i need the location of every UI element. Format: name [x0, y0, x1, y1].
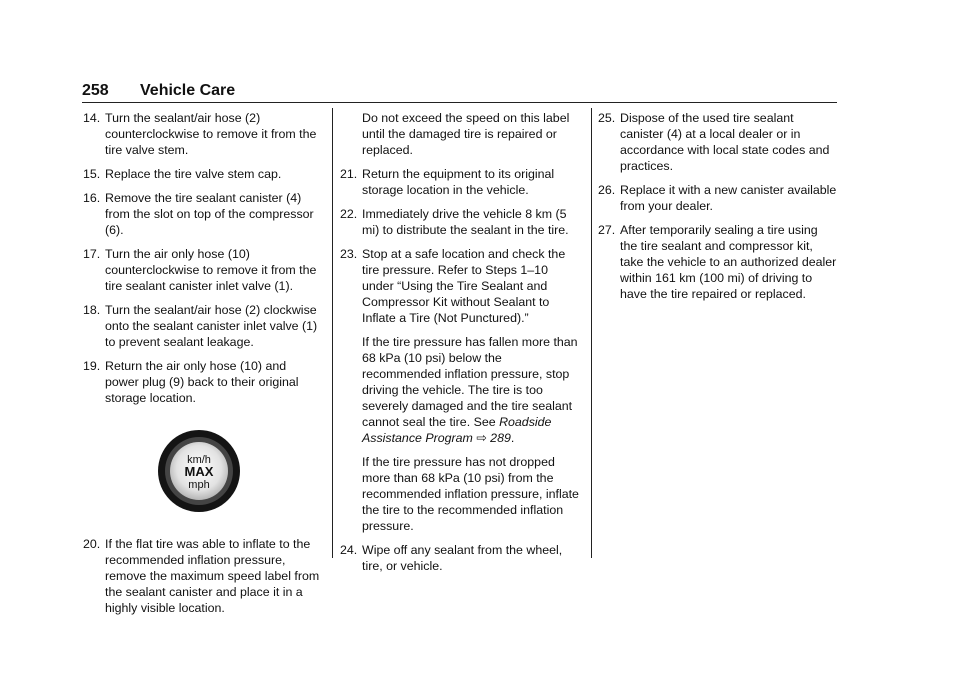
step-14 — [83, 110, 323, 158]
step-number: 24. — [340, 543, 358, 557]
speed-label-icon — [156, 428, 242, 514]
step-number: 16. — [83, 191, 101, 205]
step-text: Immediately drive the vehicle 8 km (5 mi) to distribute the sealant in the tire. — [362, 207, 569, 237]
pressure-ok-paragraph: If the tire pressure has not dropped more than 68 kPa (10 psi) from the recommended inflation pressure, inflate the tire to the recommended inflation pressure. — [362, 455, 579, 533]
step-number: 18. — [83, 303, 101, 317]
label-text-kmh: km/h — [187, 454, 211, 466]
step-15 — [83, 166, 323, 182]
step-text: Replace it with a new canister available from your dealer. — [620, 183, 837, 213]
column-2 — [340, 110, 580, 582]
step-number: 23. — [340, 247, 358, 261]
step-text: Turn the sealant/air hose (2) clockwise onto the sealant canister inlet valve (1) to prevent sealant leakage. — [105, 303, 318, 349]
step-19 — [83, 358, 323, 406]
column-3 — [598, 110, 838, 310]
step-text: After temporarily sealing a tire using the tire sealant and compressor kit, take the vehicle to an authorized dealer within 161 km (100 mi) of driving to have the tire repaired or replaced. — [620, 223, 837, 301]
step-number: 21. — [340, 167, 358, 181]
page-number: 258 — [82, 82, 109, 99]
step-22 — [340, 206, 580, 238]
step-text: Dispose of the used tire sealant canister (4) at a local dealer or in accordance with local state codes and practices. — [620, 111, 830, 173]
step-text: Remove the tire sealant canister (4) from the slot on top of the compressor (6). — [105, 191, 314, 237]
page-ref-number[interactable]: 289 — [490, 431, 511, 445]
step-number: 14. — [83, 111, 101, 125]
step-21 — [340, 166, 580, 198]
paragraph-end: . — [510, 431, 515, 445]
header-rule — [82, 102, 837, 103]
step-number: 26. — [598, 183, 616, 197]
step-number: 22. — [340, 207, 358, 221]
step-text: Wipe off any sealant from the wheel, tire, or vehicle. — [362, 543, 563, 573]
step-text: Replace the tire valve stem cap. — [105, 167, 282, 181]
step-text: Return the equipment to its original storage location in the vehicle. — [362, 167, 555, 197]
max-speed-label-image — [156, 428, 242, 514]
step-18 — [83, 302, 323, 350]
column-divider-2 — [591, 108, 592, 558]
paragraph-text: If the tire pressure has fallen more than 68 kPa (10 psi) below the recommended inflation pressure, stop driving the vehicle. The tire is too severely damaged and the tire sealant cannot seal the tire. See — [362, 335, 578, 429]
continued-paragraph: Do not exceed the speed on this label until the damaged tire is repaired or replaced. — [362, 111, 570, 157]
step-25 — [598, 110, 838, 174]
step-26 — [598, 182, 838, 214]
step-text: Turn the air only hose (10) counterclockwise to remove it from the tire sealant canister inlet valve (1). — [105, 247, 317, 293]
step-number: 17. — [83, 247, 101, 261]
pressure-dropped-paragraph — [340, 334, 580, 446]
page-ref-arrow-icon: ⇨ — [476, 431, 487, 445]
label-text-mph: mph — [188, 479, 210, 491]
step-text: Return the air only hose (10) and power plug (9) back to their original storage location. — [105, 359, 299, 405]
roadside-assistance-link[interactable]: Roadside Assistance Program — [362, 415, 552, 445]
step-20 — [83, 536, 323, 616]
step-number: 27. — [598, 223, 616, 237]
step-27 — [598, 222, 838, 302]
step-text: If the flat tire was able to inflate to the recommended inflation pressure, remove the maximum speed label from the sealant canister and place it in a highly visible location. — [105, 537, 320, 615]
step-23 — [340, 246, 580, 326]
page-header — [82, 80, 837, 104]
step-24 — [340, 542, 580, 574]
step-number: 20. — [83, 537, 101, 551]
step-17 — [83, 246, 323, 294]
step-number: 19. — [83, 359, 101, 373]
step-text: Stop at a safe location and check the tire pressure. Refer to Steps 1–10 under “Using the Tire Sealant and Compressor Kit without Sealant to Inflate a Tire (Not Punctured).” — [362, 247, 566, 325]
step-number: 25. — [598, 111, 616, 125]
section-title: Vehicle Care — [140, 82, 236, 99]
label-text-max: MAX — [184, 464, 214, 479]
step-text: Turn the sealant/air hose (2) counterclockwise to remove it from the tire valve stem. — [105, 111, 317, 157]
step-16 — [83, 190, 323, 238]
column-1 — [83, 110, 323, 624]
column-divider-1 — [332, 108, 333, 558]
step-number: 15. — [83, 167, 101, 181]
